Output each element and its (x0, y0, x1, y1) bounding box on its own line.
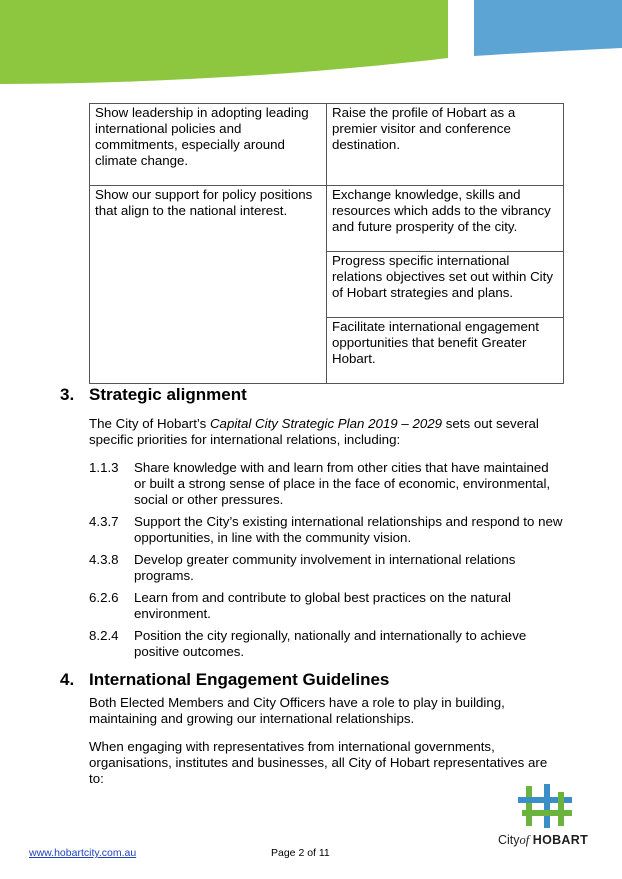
table-cell: Show our support for policy positions that align to the national interest. (90, 186, 327, 384)
priority-code: 8.2.4 (89, 628, 119, 643)
priority-text: Share knowledge with and learn from other cities that have maintained or built a strong sense of place in the face of economic, environmental, social or other pressures. (134, 460, 551, 507)
priority-text: Learn from and contribute to global best practices on the natural environment. (134, 590, 511, 621)
section-number: 4. (60, 670, 75, 689)
priority-text: Develop greater community involvement in international relations programs. (134, 552, 516, 583)
table-cell: Progress specific international relations objectives set out within City of Hobart strategies and plans. (327, 252, 564, 318)
priority-text: Position the city regionally, nationally and internationally to achieve positive outcomes. (134, 628, 527, 659)
table-cell: Exchange knowledge, skills and resources which adds to the vibrancy and future prosperity of the city. (327, 186, 564, 252)
table-cell: Show leadership in adopting leading international policies and commitments, especially around climate change. (90, 104, 327, 186)
section-number: 3. (60, 385, 75, 404)
plan-title: Capital City Strategic Plan 2019 – 2029 (209, 416, 443, 431)
header-decoration (0, 0, 622, 90)
table-cell: Facilitate international engagement opportunities that benefit Greater Hobart. (327, 318, 564, 384)
section-3-intro (89, 416, 564, 448)
table-row (90, 104, 564, 186)
priority-code: 6.2.6 (89, 590, 119, 605)
list-item (89, 628, 564, 660)
header-green-swoosh (0, 0, 448, 84)
priority-code: 4.3.8 (89, 552, 119, 567)
priority-code: 4.3.7 (89, 514, 119, 529)
list-item (89, 460, 564, 508)
website-link[interactable]: www.hobartcity.com.au (29, 847, 137, 859)
intro-text: sets out several specific priorities for international relations, including: (89, 416, 539, 447)
section-title: International Engagement Guidelines (89, 670, 390, 689)
priority-text: Support the City’s existing international relationships and respond to new opportunities, in line with the community vision. (134, 514, 563, 545)
priorities-list (89, 460, 564, 666)
page-number: Page 2 of 11 (271, 847, 330, 859)
logo-hobart-text: HOBART (532, 833, 589, 847)
section-title: Strategic alignment (89, 385, 247, 404)
section-4-heading (60, 670, 389, 690)
intro-text: The City of Hobart’s (89, 416, 210, 431)
section-3-heading (60, 385, 247, 405)
section-4-paragraph-1: Both Elected Members and City Officers have a role to play in building, maintaining and growing our international relationships. (89, 695, 505, 726)
section-4-paragraph-2: When engaging with representatives from international governments, organisations, institutes and businesses, all City of Hobart representatives are to: (89, 739, 548, 786)
table-cell: Raise the profile of Hobart as a premier visitor and conference destination. (327, 104, 564, 186)
priority-code: 1.1.3 (89, 460, 119, 475)
table-row (90, 186, 564, 252)
list-item (89, 590, 564, 622)
header-blue-band (474, 0, 622, 56)
objectives-table (89, 103, 564, 384)
logo-city-text: City (498, 833, 520, 847)
list-item (89, 552, 564, 584)
logo-of-text: of (519, 833, 530, 847)
list-item (89, 514, 564, 546)
logo-wordmark (498, 833, 588, 848)
